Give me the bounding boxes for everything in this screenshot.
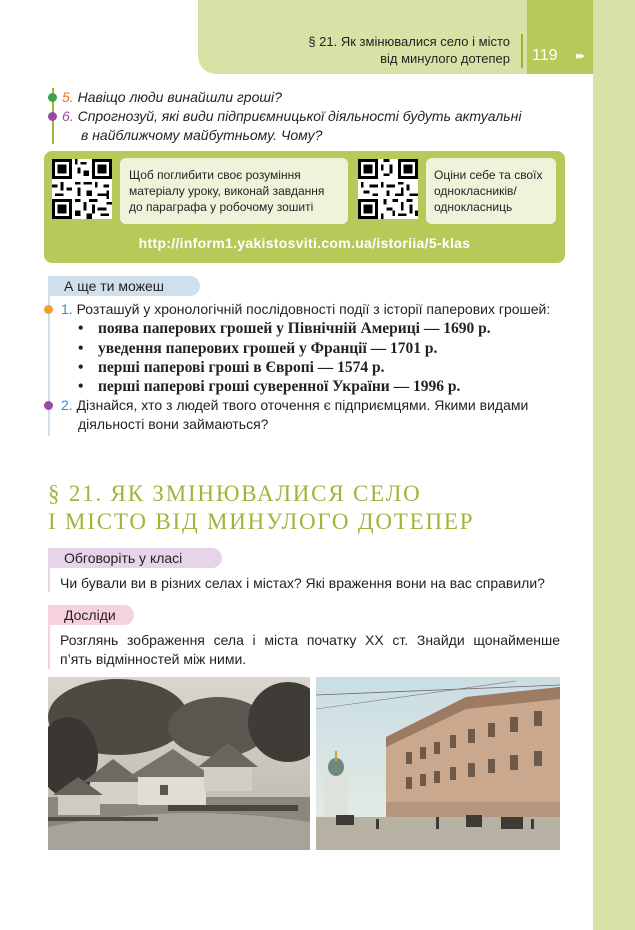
research-text-line1: Розглянь зображення села і міста початку ХХ ст. Знайди щонайменше (60, 632, 560, 648)
green-dot-icon (48, 93, 57, 102)
workbook-card-line3: до параграфа у робочому зошиті (129, 200, 314, 214)
running-title (278, 33, 510, 67)
task-1 (61, 300, 550, 319)
workbook-card-line1: Щоб поглибити своє розуміння (129, 168, 301, 182)
bullet-item: • перші паперові гроші суверенної України — 1996 р. (78, 378, 461, 395)
bullet-text: перші паперові гроші суверенної України — 1996 р. (98, 378, 461, 395)
question-6-text-cont: в найближчому майбутньому. Чому? (81, 127, 323, 143)
resource-link[interactable]: http://inform1.yakistosviti.com.ua/istoriia/5-klas (138, 235, 471, 251)
question-5-number: 5. (62, 89, 74, 105)
self-assessment-card-line1: Оціни себе та своїх (434, 168, 543, 182)
double-arrow-icon: ▸▸ (576, 50, 584, 62)
village-photo (48, 677, 310, 850)
section-title (48, 480, 474, 536)
research-tag: Досліди (48, 605, 134, 625)
workbook-card-line2: матеріалу уроку, виконай завдання (129, 184, 325, 198)
qr-code-icon-workbook[interactable] (52, 159, 112, 219)
page-number: 119 (532, 47, 558, 64)
city-photo (316, 677, 560, 850)
self-assessment-card-line3: однокласниць (434, 200, 513, 214)
bullet-text: перші паперові гроші в Європі — 1574 р. (98, 359, 385, 376)
section-title-line2: І МІСТО ВІД МИНУЛОГО ДОТЕПЕР (48, 509, 475, 534)
research-rule (48, 625, 50, 669)
task-2-number: 2. (61, 397, 73, 413)
bullet-text: поява паперових грошей у Північній Америці — 1690 р. (98, 320, 491, 337)
running-title-line1: § 21. Як змінювалися село і місто (308, 34, 510, 49)
section-title-line1: § 21. ЯК ЗМІНЮВАЛИСЯ СЕЛО (48, 481, 422, 506)
bullet-item: • поява паперових грошей у Північній Америці — 1690 р. (78, 320, 491, 337)
bullet-item: • уведення паперових грошей у Франції — 1701 р. (78, 340, 438, 357)
question-5 (62, 88, 282, 107)
task-2 (61, 396, 528, 415)
question-5-text: Навіщо люди винайшли гроші? (77, 89, 282, 105)
extra-tasks-tag: А ще ти можеш (48, 276, 200, 296)
workbook-card-text (129, 167, 324, 215)
running-title-line2: від минулого дотепер (380, 51, 510, 66)
bullet-item: • перші паперові гроші в Європі — 1574 р. (78, 359, 385, 376)
question-6-number: 6. (62, 108, 74, 124)
task-1-number: 1. (61, 301, 73, 317)
task-1-text: Розташуй у хронологічній послідовності події з історії паперових грошей: (76, 301, 551, 317)
discuss-tag: Обговоріть у класі (48, 548, 222, 568)
self-assessment-card-text (434, 167, 542, 215)
discuss-text: Чи бували ви в різних селах і містах? Які враження вони на вас справили? (60, 575, 545, 591)
question-6-text: Спрогнозуй, які види підприємницької діяльності будуть актуальні (77, 108, 522, 124)
task-2-text: Дізнайся, хто з людей твого оточення є підприємцями. Якими видами (76, 397, 529, 413)
header-divider (521, 34, 523, 68)
discuss-rule (48, 568, 50, 592)
bullet-text: уведення паперових грошей у Франції — 1701 р. (98, 340, 438, 357)
qr-code-icon-self-assessment[interactable] (358, 159, 418, 219)
question-6 (62, 107, 521, 126)
purple-dot-icon (48, 112, 57, 121)
orange-dot-icon (44, 305, 53, 314)
research-text-line2: п’ять відмінностей між ними. (60, 651, 247, 667)
right-margin-band (593, 0, 635, 930)
task-2-text-cont: діяльності вони займаються? (78, 416, 269, 432)
extra-tasks-rule (48, 296, 50, 436)
self-assessment-card-line2: однокласників/ (434, 184, 517, 198)
purple-dot-icon (44, 401, 53, 410)
